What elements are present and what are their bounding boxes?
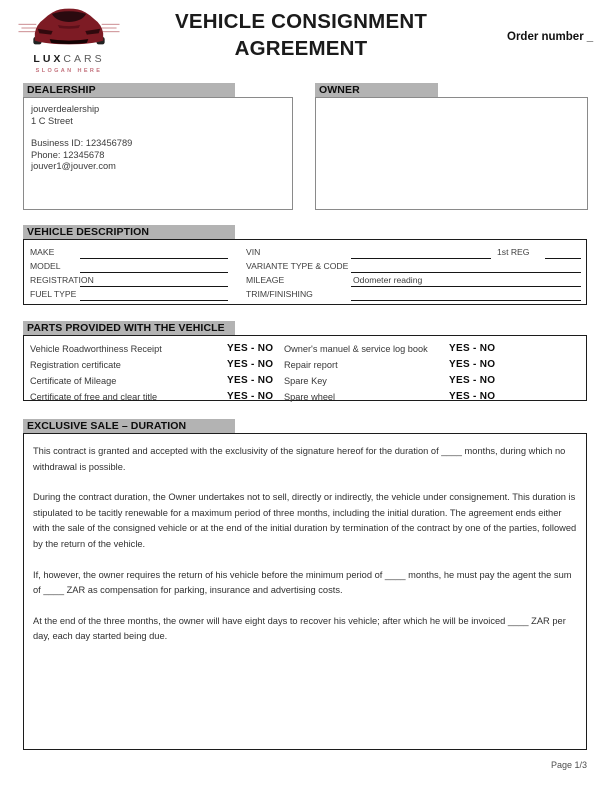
mileage-label: MILEAGE	[246, 275, 285, 285]
part-roadworthiness-yesno[interactable]: YES - NO	[227, 343, 274, 354]
part-repair-report-label: Repair report	[284, 360, 338, 370]
part-clear-title-label: Certificate of free and clear title	[30, 392, 158, 402]
model-label: MODEL	[30, 261, 61, 271]
sports-car-icon	[17, 4, 121, 52]
dealership-email: jouver1@jouver.com	[31, 161, 116, 172]
exclusive-sale-heading: EXCLUSIVE SALE – DURATION	[23, 419, 235, 433]
dealership-phone: Phone: 12345678	[31, 149, 105, 160]
owner-box[interactable]	[315, 97, 588, 210]
first-reg-label: 1st REG	[497, 247, 530, 257]
parts-box	[23, 335, 587, 401]
fuel-type-label: FUEL TYPE	[30, 289, 77, 299]
registration-field-line[interactable]	[80, 286, 228, 287]
brand-name	[14, 53, 124, 65]
part-registration-cert-label: Registration certificate	[30, 360, 121, 370]
first-reg-field-line[interactable]	[545, 258, 581, 259]
odometer-hint: Odometer reading	[353, 275, 423, 285]
part-roadworthiness-label: Vehicle Roadworthiness Receipt	[30, 344, 162, 354]
model-field-line[interactable]	[80, 272, 228, 273]
order-number-blank[interactable]: _	[586, 31, 594, 43]
exclusive-sale-paragraph-3: If, however, the owner requires the return of his vehicle before the minimum period of ____ months, he must pay the agent the sum of ____ ZAR as compensation for parking, insurance and advertising costs.	[33, 569, 572, 596]
mileage-field-line[interactable]	[351, 286, 581, 287]
page-title	[120, 8, 482, 62]
vehicle-description-box	[23, 239, 587, 305]
luxcars-logo	[14, 4, 124, 74]
part-clear-title-yesno[interactable]: YES - NO	[227, 391, 274, 402]
part-spare-wheel-label: Spare wheel	[284, 392, 336, 402]
variante-type-field-line[interactable]	[351, 272, 581, 273]
parts-heading: PARTS PROVIDED WITH THE VEHICLE	[23, 321, 235, 335]
order-number	[507, 31, 593, 43]
brand-slogan: SLOGAN HERE	[35, 68, 103, 74]
dealership-name: jouverdealership	[31, 104, 100, 114]
exclusive-sale-paragraph-2: During the contract duration, the Owner undertakes not to sell, directly or indirectly, the vehicle under consignement. This duration is stipulated to be tacitly renewable for a maximum period of three months, including the initial duration. The agreement ends either with the sale of the consigned vehicle or at the end of the initial duration by termination of the contract by one of the parties, followed by the return of the vehicle.	[33, 492, 577, 549]
dealership-business-id: Business ID: 123456789	[31, 138, 133, 149]
dealership-box	[23, 97, 293, 210]
make-label: MAKE	[30, 247, 55, 257]
vin-label: VIN	[246, 247, 261, 257]
order-number-label: Order number	[507, 31, 584, 43]
part-owners-manual-yesno[interactable]: YES - NO	[449, 343, 496, 354]
vehicle-description-heading: VEHICLE DESCRIPTION	[23, 225, 235, 239]
exclusive-sale-box	[23, 433, 587, 750]
part-repair-report-yesno[interactable]: YES - NO	[449, 359, 496, 370]
variante-type-label: VARIANTE TYPE & CODE	[246, 261, 349, 271]
page-number: Page 1/3	[551, 760, 588, 770]
part-owners-manual-label: Owner's manuel & service log book	[284, 344, 428, 354]
owner-heading: OWNER	[315, 83, 438, 97]
trim-finishing-label: TRIM/FINISHING	[246, 289, 313, 299]
brand-lux: LUX	[33, 53, 64, 65]
part-mileage-cert-yesno[interactable]: YES - NO	[227, 375, 274, 386]
dealership-street: 1 C Street	[31, 115, 73, 126]
part-mileage-cert-label: Certificate of Mileage	[30, 376, 117, 386]
exclusive-sale-paragraph-1: This contract is granted and accepted with the exclusivity of the signature hereof for the duration of ____ months, during which no withdrawal is possible.	[33, 446, 566, 472]
fuel-type-field-line[interactable]	[80, 300, 228, 301]
part-spare-wheel-yesno[interactable]: YES - NO	[449, 391, 496, 402]
part-spare-key-label: Spare Key	[284, 376, 327, 386]
vin-field-line[interactable]	[351, 258, 491, 259]
registration-label: REGISTRATION	[30, 275, 94, 285]
brand-cars: CARS	[63, 53, 105, 65]
title-line-1: VEHICLE CONSIGNMENT	[174, 10, 428, 33]
part-registration-cert-yesno[interactable]: YES - NO	[227, 359, 274, 370]
part-spare-key-yesno[interactable]: YES - NO	[449, 375, 496, 386]
title-line-2: AGREEMENT	[234, 37, 368, 60]
trim-finishing-field-line[interactable]	[351, 300, 581, 301]
exclusive-sale-paragraph-4: At the end of the three months, the owner will have eight days to recover his vehicle; after which he will be invoiced ____ ZAR per day, each day started being due.	[33, 615, 566, 642]
make-field-line[interactable]	[80, 258, 228, 259]
dealership-heading: DEALERSHIP	[23, 83, 235, 97]
